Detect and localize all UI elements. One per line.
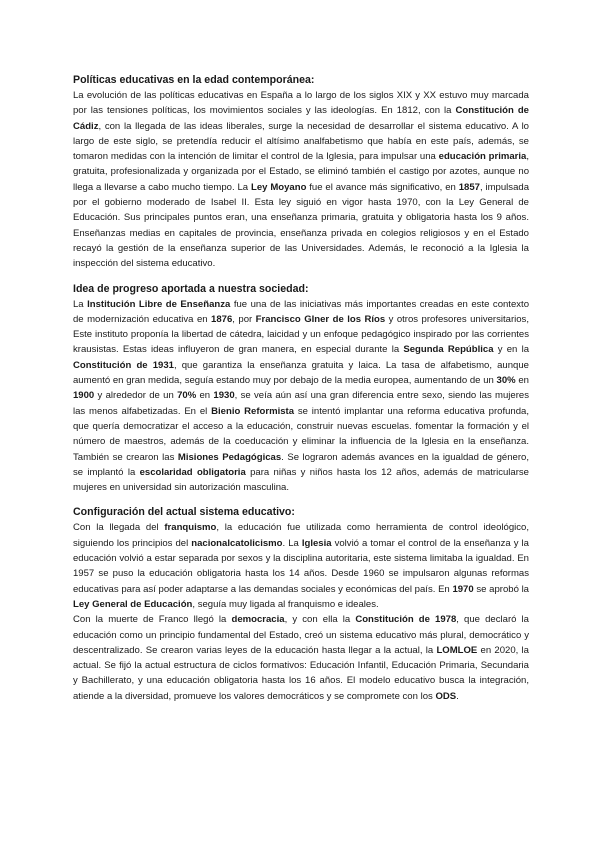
bold-text: Francisco GIner de los Ríos xyxy=(255,313,386,325)
text-run: . La xyxy=(282,537,302,549)
bold-text: educación primaria xyxy=(438,151,527,163)
text-run: y alrededor de un xyxy=(94,390,178,402)
bold-text: Misiones Pedagógicas xyxy=(177,451,282,463)
section-heading: Idea de progreso aportada a nuestra sociedad: xyxy=(73,282,309,295)
document-page xyxy=(73,72,529,713)
text-run: La xyxy=(73,298,88,310)
text-run: , que garantiza la enseñanza gratuita y laica. La tasa de alfabetismo, aunque aumentó en gran medida, seguía estando muy por debajo de la media europea, aumentando de un xyxy=(73,359,529,387)
section-politicas-educativas xyxy=(73,72,529,272)
section-configuracion-sistema xyxy=(73,504,529,704)
text-run: fue el avance más significativo, en xyxy=(306,181,459,193)
text-run: fue una de las iniciativas más importantes creadas en este contexto de modernización educativa en xyxy=(73,298,530,325)
section-heading: Políticas educativas en la edad contemporánea: xyxy=(73,74,315,86)
bold-text: Constitución de 1978 xyxy=(355,614,457,626)
bold-text: Ley General de Educación xyxy=(73,598,193,610)
bold-text: democracia xyxy=(231,614,285,626)
text-run: , se veía aún así una gran diferencia entre sexo, siendo las mujeres las menos alfabetizadas. En el xyxy=(73,390,529,417)
bold-text: Ley Moyano xyxy=(251,181,307,193)
text-run: en xyxy=(196,390,214,402)
bold-text: Institución Libre de Enseñanza xyxy=(87,298,231,310)
text-run: . xyxy=(456,690,459,702)
bold-text: escolaridad obligatoria xyxy=(139,466,246,478)
section-heading: Configuración del actual sistema educativo: xyxy=(73,506,295,519)
text-run: , impulsada por el gobierno moderado de Isabel II. Esta ley siguió en vigor hasta 1970, con la Ley General de Educación. Sus principales puntos eran, una enseñanza primaria, gratuita y obligatoria hasta los 9 años. Enseñanzas medias en capitales de provincia, enseñanza privada en colegios religiosos y en el Estado recayó la gestión de la enseñanza superior de las Universidades. Además, le reconoció a la Iglesia la inspección del sistema educativo. xyxy=(73,181,529,270)
bold-text: Iglesia xyxy=(301,537,332,549)
bold-text: LOMLOE xyxy=(436,644,478,656)
text-run: , y con ella la xyxy=(284,614,356,626)
paragraph xyxy=(73,520,529,612)
text-run: se intentó implantar una reforma educativa profunda, que quería democratizar el acceso a la educación, construir nuevas escuelas. fomentar la formación y el número de maestros, además de la coeducación y eliminar la influencia de la Iglesia en la enseñanza. También se crearon las xyxy=(73,405,529,463)
text-run: en 2020, la actual. Se fijó la actual estructura de ciclos formativos: Educación Infantil, Educación Primaria, Secundaria y Bachillerato, y una educación obligatoria hasta los 16 años. El modelo educativo busca la integración, atiende a la diversidad, promueve los valores democráticos y se compromete con los xyxy=(73,644,529,702)
paragraph xyxy=(73,297,529,496)
bold-text: Segunda República xyxy=(403,344,494,356)
bold-text: 1930 xyxy=(213,390,235,402)
text-run: , seguía muy ligada al franquismo e ideales. xyxy=(192,598,379,610)
bold-text: 30% xyxy=(496,375,516,387)
bold-text: 1876 xyxy=(211,313,233,325)
bold-text: ODS xyxy=(435,690,457,702)
text-run: volvió a tomar el control de la enseñanza y la educación volvió a estar separada por sexos y la disciplina autoritaria, este sistema limitaba la igualdad. En 1957 se puso la educación obligatoria hasta los 14 años. Desde 1960 se impulsaron algunas reformas educativas para así poder adaptarse a las demandas sociales y económicas del país. En xyxy=(73,537,529,595)
section-idea-de-progreso xyxy=(73,281,529,496)
text-run: Con la muerte de Franco llegó la xyxy=(73,614,232,626)
bold-text: Constitución de Cádiz xyxy=(73,105,529,132)
text-run: y otros profesores universitarios, Este instituto proponía la libertad de cátedra, laicidad y un enfoque pedagógico inspirado por las corrientes krausistas. Estas ideas influyeron de gran manera, en especial durante la xyxy=(73,313,529,356)
text-run: en xyxy=(515,375,529,387)
text-run: se aprobó la xyxy=(473,583,529,595)
paragraph xyxy=(73,88,529,272)
text-run: La evolución de las políticas educativas en España a lo largo de los siglos XIX y XX estuvo muy marcada por las tensiones políticas, los movimientos sociales y las ideologías. En 1812, con la xyxy=(73,90,529,117)
text-run: , que declaró la educación como un principio fundamental del Estado, creó un sistema educativo más plural, democrático y descentralizado. Se crearon varias leyes de la educación hasta llegar a la actual, la xyxy=(73,614,529,656)
paragraph xyxy=(73,612,529,704)
text-run: y en la xyxy=(493,344,529,356)
bold-text: 70% xyxy=(177,390,197,402)
text-run: Con la llegada del xyxy=(73,522,165,534)
bold-text: 1857 xyxy=(458,181,480,193)
bold-text: 1970 xyxy=(452,583,474,595)
bold-text: franquismo xyxy=(164,522,217,534)
text-run: , gratuita, profesionalizada y organizada por el Estado, se eliminó también el castigo por azotes, aunque no llega a llevarse a cabo mucho tiempo. La xyxy=(73,151,529,193)
text-run: , con la llegada de las ideas liberales, surge la necesidad de desarrollar el sistema educativo. A lo largo de este siglo, se pretendía reducir el altísimo analfabetismo que había en este país, además, se tomaron medidas con la intención de limitar el control de la Iglesia, para impulsar una xyxy=(73,120,529,163)
text-run: , la educación fue utilizada como herramienta de control ideológico, siguiendo los principios del xyxy=(73,522,529,549)
bold-text: Bienio Reformista xyxy=(211,405,295,417)
bold-text: Constitución de 1931 xyxy=(73,359,174,371)
bold-text: 1900 xyxy=(73,390,95,402)
text-run: . Se lograron además avances en la igualdad de género, se implantó la xyxy=(73,451,529,478)
text-run: para niñas y niños hasta los 12 años, además de matricularse mujeres en universidad sin autorización masculina. xyxy=(73,466,529,494)
text-run: , por xyxy=(232,313,256,325)
bold-text: nacionalcatolicismo xyxy=(191,537,283,549)
